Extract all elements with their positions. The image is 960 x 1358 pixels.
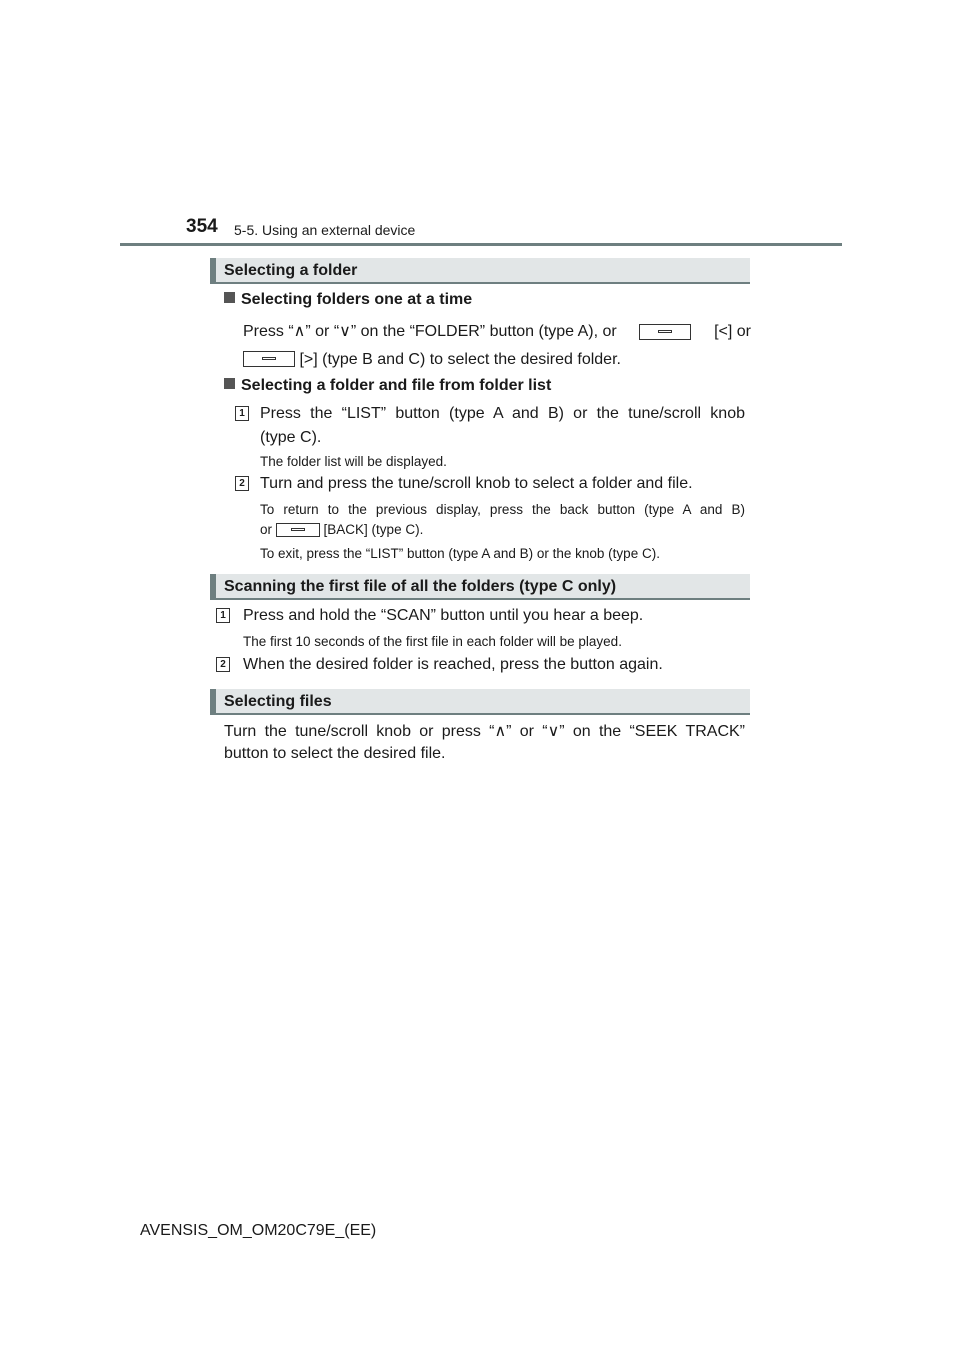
square-bullet-icon — [224, 378, 235, 389]
subheading-folder-list — [224, 377, 551, 395]
heading-selecting-files — [210, 689, 750, 715]
heading-selecting-files-label: Selecting files — [224, 693, 332, 710]
header-divider — [120, 243, 842, 246]
back-button-icon — [276, 523, 320, 537]
subheading-one-at-a-time — [224, 291, 472, 309]
step1-text-line2: (type C). — [260, 429, 322, 446]
folder-text-a: Press “∧” or “∨” on the “FOLDER” button (type A), or — [243, 323, 617, 340]
heading-selecting-folder — [210, 258, 750, 284]
step2-text: Turn and press the tune/scroll knob to select a folder and file. — [260, 475, 693, 492]
folder-text-b: [<] or — [714, 323, 751, 340]
step-number-badge: 2 — [235, 476, 249, 491]
subheading-folder-list-label: Selecting a folder and file from folder list — [241, 377, 552, 394]
step-number-badge: 1 — [235, 406, 249, 421]
step2-note1-back: [BACK] (type C). — [323, 522, 424, 537]
scan-step2-text: When the desired folder is reached, press the button again. — [243, 656, 663, 673]
files-text-line2: button to select the desired file. — [224, 745, 446, 762]
subheading-one-at-a-time-label: Selecting folders one at a time — [241, 291, 473, 308]
folder-text-c: [>] (type B and C) to select the desired folder. — [299, 351, 621, 368]
heading-scanning — [210, 574, 750, 600]
scan-step1-note: The first 10 seconds of the first file in each folder will be played. — [243, 634, 622, 649]
next-folder-button-icon — [243, 351, 295, 367]
step-number-badge: 2 — [216, 657, 230, 672]
document-code: AVENSIS_OM_OM20C79E_(EE) — [140, 1222, 377, 1239]
step2-note1-line2 — [260, 520, 423, 540]
step-number-badge: 1 — [216, 608, 230, 623]
prev-folder-button-icon — [639, 324, 691, 340]
heading-scanning-label: Scanning the first file of all the folders (type C only) — [224, 578, 617, 595]
step2-note2: To exit, press the “LIST” button (type A and B) or the knob (type C). — [260, 546, 660, 561]
step2-note1-or: or — [260, 522, 273, 537]
files-text-line1: Turn the tune/scroll knob or press “∧” or “∨” on the “SEEK TRACK” — [224, 723, 745, 740]
heading-selecting-folder-label: Selecting a folder — [224, 262, 358, 279]
step1-note: The folder list will be displayed. — [260, 454, 447, 469]
step2-note1-line1: To return to the previous display, press the back button (type A and B) — [260, 502, 745, 517]
page-number: 354 — [186, 216, 218, 237]
section-title: 5-5. Using an external device — [234, 222, 416, 238]
paragraph-folder-buttons — [243, 318, 751, 373]
square-bullet-icon — [224, 292, 235, 303]
step1-text-line1: Press the “LIST” button (type A and B) or the tune/scroll knob — [260, 405, 745, 422]
scan-step1-text: Press and hold the “SCAN” button until you hear a beep. — [243, 607, 644, 624]
